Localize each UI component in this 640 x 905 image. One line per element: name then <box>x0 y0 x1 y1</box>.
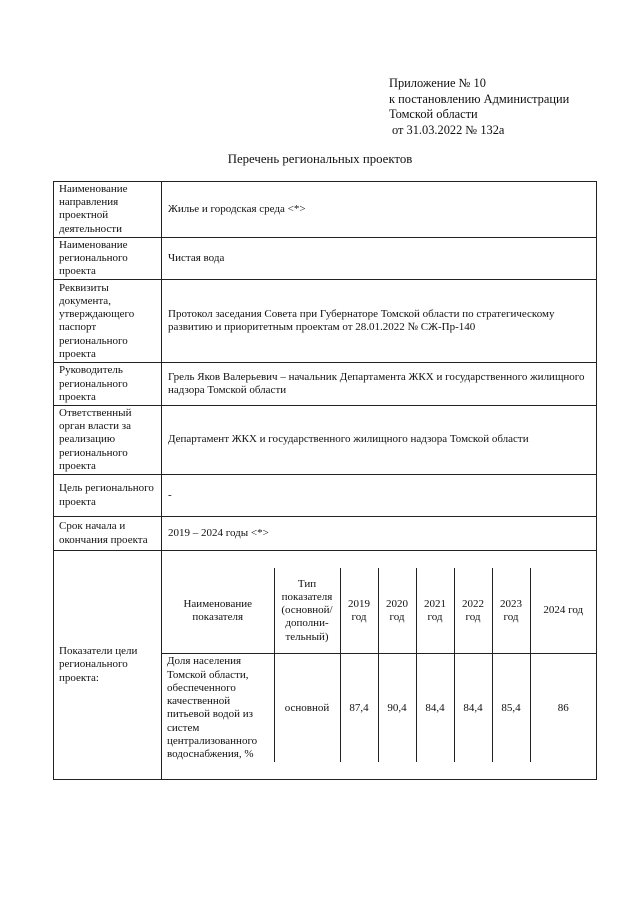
value-2022: 84,4 <box>454 654 492 762</box>
table-row-goal <box>54 475 597 517</box>
head-value: Грель Яков Валерьевич – начальник Департамента ЖКХ и государственного жилищного надзора Томской области <box>162 363 597 406</box>
direction-label: Наименование направления проектной деятельности <box>54 182 162 238</box>
indicators-table <box>162 568 596 762</box>
header-indicator-type: Тип показателя (основной/ дополни-тельный) <box>274 568 340 654</box>
indicators-cell <box>162 551 597 780</box>
table-row-project <box>54 237 597 280</box>
table-row-term <box>54 517 597 551</box>
value-2024: 86 <box>557 701 569 714</box>
indicator-name: Доля населения Томской области, обеспеченного качественной питьевой водой из систем централизованного водоснабжения, % <box>162 654 274 762</box>
header-indicator-name: Наименование показателя <box>162 568 274 654</box>
indicators-label: Показатели цели регионального проекта: <box>54 551 162 780</box>
document-label: Реквизиты документа, утверждающего паспорт регионального проекта <box>54 280 162 363</box>
table-row-indicators <box>54 551 597 780</box>
header-year-2023: 2023 год <box>492 568 530 654</box>
direction-value: Жилье и городская среда <*> <box>162 182 597 238</box>
goal-value: - <box>162 475 597 517</box>
header-year-2024: 2024 год <box>530 568 596 654</box>
document-value: Протокол заседания Совета при Губернаторе Томской области по стратегическому развитию и приоритетным проектам от 28.01.2022 № СЖ-Пр-140 <box>162 280 597 363</box>
value-2020: 90,4 <box>378 654 416 762</box>
term-value: 2019 – 2024 годы <*> <box>162 517 597 551</box>
header-year-2021: 2021 год <box>416 568 454 654</box>
indicators-header-row <box>162 568 596 654</box>
projects-table <box>53 181 597 780</box>
appendix-line-1: Приложение № 10 <box>389 76 486 90</box>
appendix-header <box>389 76 569 138</box>
value-2019: 87,4 <box>340 654 378 762</box>
header-year-2019: 2019 год <box>340 568 378 654</box>
project-label: Наименование регионального проекта <box>54 237 162 280</box>
document-title: Перечень региональных проектов <box>227 152 413 166</box>
value-2023: 85,4 <box>492 654 530 762</box>
authority-label: Ответственный орган власти за реализацию регионального проекта <box>54 406 162 475</box>
table-row-head <box>54 363 597 406</box>
appendix-line-4: от 31.03.2022 № 132а <box>392 122 505 137</box>
appendix-line-3: Томской области <box>389 107 478 121</box>
head-label: Руководитель регионального проекта <box>54 363 162 406</box>
term-label: Срок начала и окончания проекта <box>54 517 162 551</box>
table-row-document <box>54 280 597 363</box>
table-row-direction <box>54 182 597 238</box>
table-row-authority <box>54 406 597 475</box>
authority-value: Департамент ЖКХ и государственного жилищного надзора Томской области <box>162 406 597 475</box>
goal-label: Цель регионального проекта <box>54 475 162 517</box>
value-2021: 84,4 <box>416 654 454 762</box>
indicators-data-row <box>162 654 596 762</box>
header-year-2020: 2020 год <box>378 568 416 654</box>
project-value: Чистая вода <box>162 237 597 280</box>
indicator-type: основной <box>274 654 340 762</box>
appendix-line-2: к постановлению Администрации <box>389 91 570 106</box>
header-year-2022: 2022 год <box>454 568 492 654</box>
